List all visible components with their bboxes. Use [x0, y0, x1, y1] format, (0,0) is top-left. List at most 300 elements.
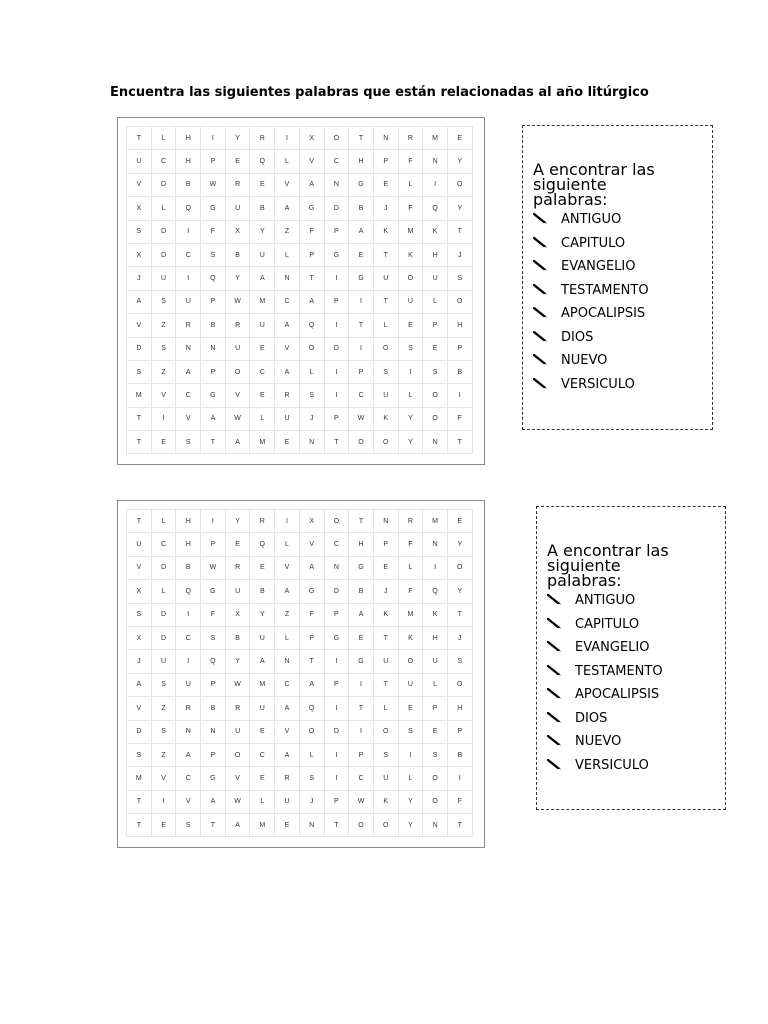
grid-cell: O: [448, 557, 473, 580]
grid-cell: O: [448, 291, 473, 314]
grid-cell: S: [152, 674, 177, 697]
grid-cell: M: [250, 674, 275, 697]
grid-cell: Y: [226, 127, 251, 150]
grid-cell: T: [349, 127, 374, 150]
grid-cell: R: [275, 384, 300, 407]
word-list-item: [533, 236, 649, 260]
grid-cell: Z: [152, 361, 177, 384]
grid-cell: T: [127, 127, 152, 150]
grid-cell: L: [399, 557, 424, 580]
grid-cell: Q: [250, 533, 275, 556]
pencil-icon: [533, 212, 553, 226]
grid-cell: X: [226, 604, 251, 627]
word-label: ANTIGUO: [575, 593, 636, 608]
grid-cell: M: [399, 221, 424, 244]
grid-cell: U: [176, 291, 201, 314]
grid-cell: K: [374, 221, 399, 244]
grid-cell: N: [325, 174, 350, 197]
grid-cell: U: [127, 533, 152, 556]
grid-cell: A: [275, 744, 300, 767]
grid-cell: T: [448, 221, 473, 244]
grid-cell: L: [152, 197, 177, 220]
grid-cell: C: [250, 744, 275, 767]
grid-cell: M: [423, 127, 448, 150]
grid-cell: O: [226, 744, 251, 767]
grid-cell: N: [423, 814, 448, 837]
grid-cell: H: [448, 314, 473, 337]
word-label: NUEVO: [561, 353, 608, 368]
pencil-icon: [533, 259, 553, 273]
word-list-item: [547, 593, 663, 617]
word-list-item: [533, 259, 649, 283]
grid-cell: S: [201, 627, 226, 650]
grid-cell: C: [275, 291, 300, 314]
grid-cell: N: [275, 650, 300, 673]
grid-cell: M: [250, 431, 275, 454]
grid-cell: E: [423, 721, 448, 744]
grid-cell: S: [152, 291, 177, 314]
grid-cell: L: [152, 580, 177, 603]
grid-cell: V: [300, 150, 325, 173]
word-list-item: [533, 306, 649, 330]
grid-cell: I: [325, 744, 350, 767]
grid-cell: W: [226, 291, 251, 314]
grid-cell: I: [423, 174, 448, 197]
grid-cell: S: [127, 361, 152, 384]
grid-cell: E: [226, 150, 251, 173]
grid-cell: S: [423, 361, 448, 384]
grid-cell: F: [201, 221, 226, 244]
grid-cell: S: [448, 267, 473, 290]
grid-cell: V: [127, 557, 152, 580]
grid-cell: N: [423, 431, 448, 454]
grid-cell: O: [300, 338, 325, 361]
grid-cell: X: [300, 510, 325, 533]
grid-cell: H: [176, 533, 201, 556]
grid-cell: L: [423, 291, 448, 314]
grid-cell: V: [152, 767, 177, 790]
grid-cell: B: [176, 557, 201, 580]
grid-cell: N: [325, 557, 350, 580]
grid-cell: C: [275, 674, 300, 697]
grid-cell: O: [448, 674, 473, 697]
grid-cell: U: [423, 650, 448, 673]
grid-cell: U: [152, 650, 177, 673]
grid-cell: B: [448, 744, 473, 767]
grid-cell: U: [275, 791, 300, 814]
grid-cell: C: [176, 627, 201, 650]
grid-cell: I: [176, 221, 201, 244]
grid-cell: Z: [275, 221, 300, 244]
word-label: APOCALIPSIS: [561, 306, 646, 321]
grid-cell: G: [349, 650, 374, 673]
pencil-icon: [533, 283, 553, 297]
grid-cell: I: [325, 267, 350, 290]
grid-cell: V: [127, 314, 152, 337]
grid-cell: L: [423, 674, 448, 697]
pencil-icon: [547, 617, 567, 631]
grid-cell: L: [399, 174, 424, 197]
grid-cell: I: [152, 791, 177, 814]
grid-cell: Q: [300, 697, 325, 720]
grid-cell: C: [250, 361, 275, 384]
word-list-heading: A encontrar las siguiente palabras:: [547, 541, 669, 590]
grid-cell: A: [275, 361, 300, 384]
grid-cell: S: [176, 431, 201, 454]
pencil-icon: [533, 306, 553, 320]
grid-cell: E: [275, 431, 300, 454]
grid-cell: N: [300, 814, 325, 837]
grid-cell: U: [374, 767, 399, 790]
grid-cell: U: [250, 697, 275, 720]
grid-cell: C: [176, 384, 201, 407]
grid-cell: I: [448, 767, 473, 790]
grid-cell: B: [349, 197, 374, 220]
grid-cell: O: [423, 384, 448, 407]
grid-cell: S: [300, 384, 325, 407]
grid-cell: F: [300, 604, 325, 627]
grid-cell: X: [127, 244, 152, 267]
grid-cell: T: [374, 291, 399, 314]
grid-cell: B: [176, 174, 201, 197]
grid-cell: J: [448, 244, 473, 267]
grid-cell: S: [300, 767, 325, 790]
grid-cell: V: [226, 384, 251, 407]
grid-cell: I: [201, 510, 226, 533]
grid-cell: S: [201, 244, 226, 267]
grid-cell: G: [325, 627, 350, 650]
grid-cell: T: [374, 627, 399, 650]
grid-cell: W: [226, 408, 251, 431]
grid-cell: L: [374, 314, 399, 337]
word-label: DIOS: [575, 710, 608, 726]
grid-cell: S: [127, 604, 152, 627]
grid-cell: Z: [152, 314, 177, 337]
word-label: TESTAMENTO: [575, 663, 663, 679]
grid-cell: P: [325, 604, 350, 627]
grid-cell: P: [300, 627, 325, 650]
grid-cell: J: [374, 197, 399, 220]
grid-cell: N: [176, 721, 201, 744]
grid-cell: P: [423, 697, 448, 720]
grid-cell: F: [300, 221, 325, 244]
word-label: CAPITULO: [561, 235, 626, 251]
grid-cell: N: [176, 338, 201, 361]
grid-cell: D: [127, 721, 152, 744]
grid-cell: S: [152, 721, 177, 744]
grid-cell: H: [176, 127, 201, 150]
grid-cell: S: [374, 361, 399, 384]
grid-cell: L: [152, 127, 177, 150]
grid-cell: C: [152, 150, 177, 173]
grid-cell: M: [127, 767, 152, 790]
pencil-icon: [547, 711, 567, 725]
grid-cell: R: [250, 127, 275, 150]
grid-cell: W: [349, 791, 374, 814]
grid-cell: Q: [250, 150, 275, 173]
grid-cell: H: [349, 533, 374, 556]
grid-cell: T: [325, 431, 350, 454]
word-label: VERSICULO: [561, 376, 635, 392]
grid-cell: F: [201, 604, 226, 627]
word-list-item: [533, 377, 649, 401]
grid-cell: E: [374, 174, 399, 197]
grid-cell: D: [152, 174, 177, 197]
grid-cell: Y: [448, 197, 473, 220]
grid-cell: W: [201, 557, 226, 580]
word-list: [547, 593, 663, 781]
grid-cell: A: [201, 791, 226, 814]
grid-cell: P: [325, 221, 350, 244]
grid-cell: Q: [423, 580, 448, 603]
grid-cell: S: [423, 744, 448, 767]
pencil-icon: [533, 330, 553, 344]
grid-cell: E: [399, 314, 424, 337]
grid-cell: I: [349, 721, 374, 744]
word-list-item: [547, 640, 663, 664]
grid-cell: P: [325, 791, 350, 814]
grid-cell: G: [201, 580, 226, 603]
grid-cell: C: [349, 384, 374, 407]
grid-cell: O: [226, 361, 251, 384]
grid-cell: P: [201, 291, 226, 314]
grid-cell: T: [374, 674, 399, 697]
grid-cell: S: [399, 721, 424, 744]
grid-cell: B: [201, 314, 226, 337]
grid-cell: Z: [275, 604, 300, 627]
word-search-grid-2: [117, 500, 485, 848]
grid-cell: V: [275, 721, 300, 744]
grid-cell: T: [325, 814, 350, 837]
grid-cell: M: [399, 604, 424, 627]
grid-cell: I: [325, 697, 350, 720]
grid-cell: T: [127, 791, 152, 814]
grid-cell: C: [176, 244, 201, 267]
grid-cell: B: [448, 361, 473, 384]
grid-cell: T: [448, 604, 473, 627]
grid-cell: X: [127, 627, 152, 650]
grid-cell: E: [250, 557, 275, 580]
grid-cell: A: [300, 557, 325, 580]
grid-cell: V: [127, 174, 152, 197]
word-label: EVANGELIO: [561, 259, 636, 274]
grid-cell: P: [325, 408, 350, 431]
pencil-icon: [547, 593, 567, 607]
grid-cell: D: [152, 557, 177, 580]
grid-cell: J: [300, 791, 325, 814]
grid-cell: A: [275, 197, 300, 220]
pencil-icon: [547, 734, 567, 748]
grid-cell: S: [127, 744, 152, 767]
grid-cell: T: [349, 697, 374, 720]
grid-cell: V: [176, 791, 201, 814]
grid-cell: I: [349, 291, 374, 314]
grid-cell: N: [201, 338, 226, 361]
word-label: TESTAMENTO: [561, 282, 649, 298]
grid-cell: U: [423, 267, 448, 290]
grid-cell: H: [176, 150, 201, 173]
grid-cell: R: [226, 557, 251, 580]
pencil-icon: [547, 687, 567, 701]
grid-cell: U: [374, 267, 399, 290]
grid-cell: T: [201, 431, 226, 454]
grid-cell: V: [152, 384, 177, 407]
grid-cell: B: [226, 244, 251, 267]
grid-cell: T: [349, 314, 374, 337]
grid-cell: T: [201, 814, 226, 837]
grid-cell: P: [349, 744, 374, 767]
grid-cell: L: [275, 150, 300, 173]
grid-cell: D: [152, 604, 177, 627]
grid-cell: Y: [250, 221, 275, 244]
grid-cell: D: [152, 221, 177, 244]
grid-cell: L: [275, 627, 300, 650]
grid-cell: U: [275, 408, 300, 431]
grid-cell: E: [250, 174, 275, 197]
grid-cell: O: [423, 767, 448, 790]
grid-cell: O: [349, 431, 374, 454]
grid-cell: U: [250, 244, 275, 267]
word-label: ANTIGUO: [561, 212, 622, 227]
grid-cell: A: [201, 408, 226, 431]
grid-cell: F: [399, 533, 424, 556]
grid-cell: E: [349, 244, 374, 267]
grid-cell: I: [152, 408, 177, 431]
grid-cell: J: [300, 408, 325, 431]
grid-cell: K: [423, 604, 448, 627]
grid-cell: B: [226, 627, 251, 650]
pencil-icon: [533, 377, 553, 391]
grid-cell: I: [176, 604, 201, 627]
word-label: APOCALIPSIS: [575, 687, 660, 702]
grid-cell: K: [374, 791, 399, 814]
grid-cell: V: [275, 174, 300, 197]
grid-cell: N: [300, 431, 325, 454]
grid-cell: O: [448, 174, 473, 197]
grid-cell: V: [275, 557, 300, 580]
word-list-item: [547, 617, 663, 641]
grid-cell: B: [201, 697, 226, 720]
grid-cell: M: [250, 814, 275, 837]
pencil-icon: [547, 640, 567, 654]
word-label: EVANGELIO: [575, 640, 650, 655]
grid-cell: H: [448, 697, 473, 720]
grid-cell: I: [275, 127, 300, 150]
grid-cell: P: [300, 244, 325, 267]
grid-cell: A: [300, 674, 325, 697]
grid-cell: R: [176, 314, 201, 337]
pencil-icon: [533, 236, 553, 250]
grid-cell: C: [152, 533, 177, 556]
grid-cell: L: [250, 791, 275, 814]
grid-cell: A: [250, 267, 275, 290]
grid-cell: A: [275, 580, 300, 603]
grid-cell: H: [423, 244, 448, 267]
grid-cell: C: [325, 150, 350, 173]
grid-cell: G: [349, 174, 374, 197]
word-list-item: [547, 734, 663, 758]
grid-cell: A: [275, 314, 300, 337]
grid-cell: X: [127, 580, 152, 603]
grid-cell: G: [201, 384, 226, 407]
grid-cell: D: [325, 721, 350, 744]
grid-cell: S: [127, 221, 152, 244]
grid-cell: O: [399, 650, 424, 673]
grid-cell: E: [250, 767, 275, 790]
grid-cell: O: [325, 127, 350, 150]
grid-cell: I: [325, 361, 350, 384]
grid-cell: G: [201, 767, 226, 790]
grid-cell: L: [300, 744, 325, 767]
grid-cell: E: [448, 510, 473, 533]
grid-cell: I: [399, 361, 424, 384]
grid-cell: Y: [448, 150, 473, 173]
grid-cell: G: [201, 197, 226, 220]
grid-cell: Y: [226, 650, 251, 673]
grid-cell: N: [423, 150, 448, 173]
grid-cell: P: [374, 533, 399, 556]
grid-cell: Y: [399, 431, 424, 454]
grid-cell: Y: [399, 408, 424, 431]
grid-cell: V: [275, 338, 300, 361]
word-list-item: [533, 212, 649, 236]
grid-cell: Y: [226, 267, 251, 290]
grid-cell: X: [300, 127, 325, 150]
grid-cell: I: [349, 338, 374, 361]
grid-cell: F: [399, 580, 424, 603]
grid-cell: Y: [399, 791, 424, 814]
grid-cell: L: [399, 767, 424, 790]
grid-cell: Y: [448, 533, 473, 556]
grid-cell: V: [300, 533, 325, 556]
grid-cell: U: [226, 580, 251, 603]
grid-cell: I: [176, 267, 201, 290]
grid-cell: W: [226, 674, 251, 697]
grid-cell: J: [448, 627, 473, 650]
grid-cell: U: [152, 267, 177, 290]
grid-cell: U: [226, 338, 251, 361]
grid-cell: D: [152, 627, 177, 650]
word-label: CAPITULO: [575, 616, 640, 632]
grid-cell: I: [325, 767, 350, 790]
grid-cell: S: [152, 338, 177, 361]
grid-cell: R: [176, 697, 201, 720]
grid-cell: G: [300, 197, 325, 220]
grid-cell: E: [226, 533, 251, 556]
grid-cell: U: [374, 384, 399, 407]
word-label: VERSICULO: [575, 757, 649, 773]
grid-cell: P: [448, 338, 473, 361]
grid-cell: J: [127, 650, 152, 673]
grid-cell: T: [300, 650, 325, 673]
grid-cell: B: [250, 197, 275, 220]
grid-cell: O: [325, 510, 350, 533]
word-list-item: [547, 711, 663, 735]
grid-cell: A: [176, 744, 201, 767]
word-list-item: [547, 664, 663, 688]
grid-cell: C: [325, 533, 350, 556]
word-list-box-2: [536, 506, 726, 810]
instruction-title: Encuentra las siguientes palabras que están relacionadas al año litúrgico: [110, 85, 649, 100]
grid-cell: Q: [201, 267, 226, 290]
grid-cell: F: [399, 197, 424, 220]
grid-cell: T: [127, 814, 152, 837]
grid-cell: K: [374, 408, 399, 431]
grid-cell: M: [127, 384, 152, 407]
grid-cell: K: [374, 604, 399, 627]
grid-cell: O: [423, 791, 448, 814]
grid-cell: Q: [423, 197, 448, 220]
